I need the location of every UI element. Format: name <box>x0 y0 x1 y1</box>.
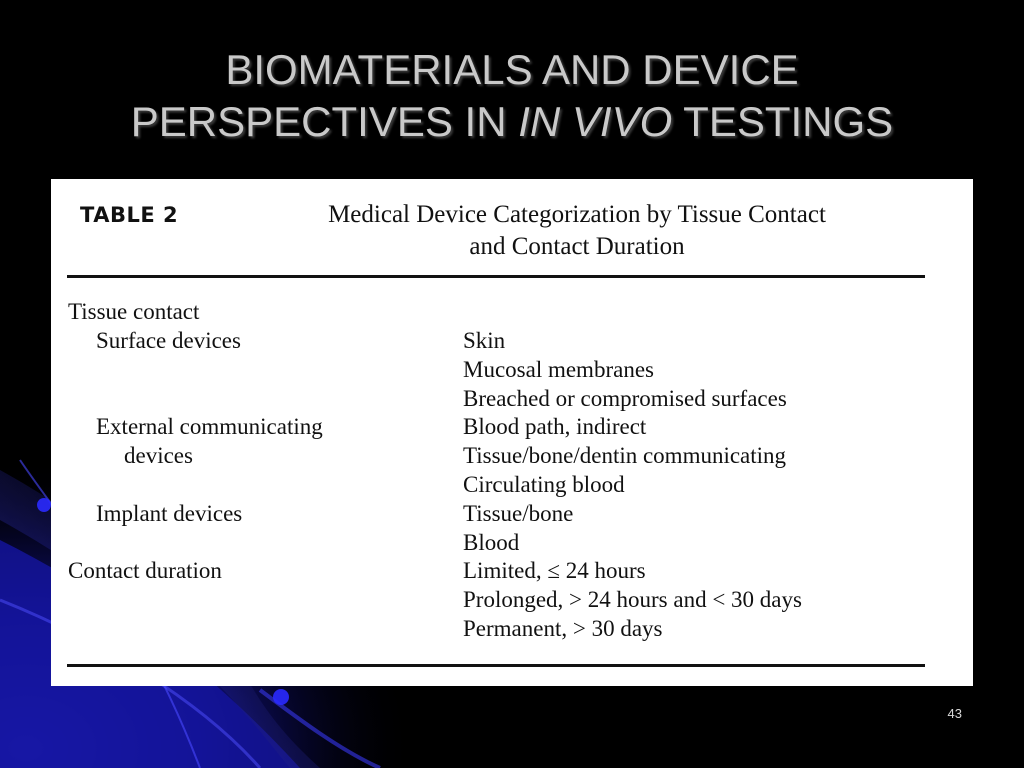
table-cell-left: Tissue contact <box>68 299 200 324</box>
page-number: 43 <box>947 706 962 721</box>
table-cell-right: Mucosal membranes <box>463 357 654 382</box>
table-cell-right: Tissue/bone <box>463 501 574 526</box>
table-cell-right: Blood path, indirect <box>463 414 647 439</box>
table-cell-left: External communicating <box>96 414 323 439</box>
table-cell-right: Circulating blood <box>463 472 625 497</box>
table-bottom-rule <box>67 664 925 667</box>
title-line-2-prefix: PERSPECTIVES IN <box>130 98 519 145</box>
table-cell-left: devices <box>124 443 193 468</box>
table-top-rule <box>67 275 925 278</box>
table-caption-line-1: Medical Device Categorization by Tissue Contact <box>328 201 826 228</box>
title-line-1: BIOMATERIALS AND DEVICE <box>225 46 799 93</box>
title-line-2-suffix: TESTINGS <box>672 98 894 145</box>
table-caption-text <box>227 199 927 263</box>
table-cell-right: Permanent, > 30 days <box>463 616 663 641</box>
table-cell-right: Tissue/bone/dentin communicating <box>463 443 787 468</box>
table-cell-right: Limited, ≤ 24 hours <box>463 558 646 583</box>
table-cell-left: Implant devices <box>96 501 243 526</box>
table-cell-left: Surface devices <box>96 328 241 353</box>
title-line-2-italic: IN VIVO <box>518 98 673 145</box>
table-cell-left: Contact duration <box>68 558 222 583</box>
table-cell-right: Prolonged, > 24 hours and < 30 days <box>463 587 802 612</box>
title-line-2 <box>0 96 1024 148</box>
table-cell-right: Breached or compromised surfaces <box>463 386 787 411</box>
table-cell-right: Blood <box>463 530 520 555</box>
slide-title <box>0 44 1024 148</box>
table-label: TABLE 2 <box>80 203 179 227</box>
table-image-panel <box>51 179 973 686</box>
table-cell-right: Skin <box>463 328 506 353</box>
table-caption-line-2: and Contact Duration <box>469 233 685 260</box>
